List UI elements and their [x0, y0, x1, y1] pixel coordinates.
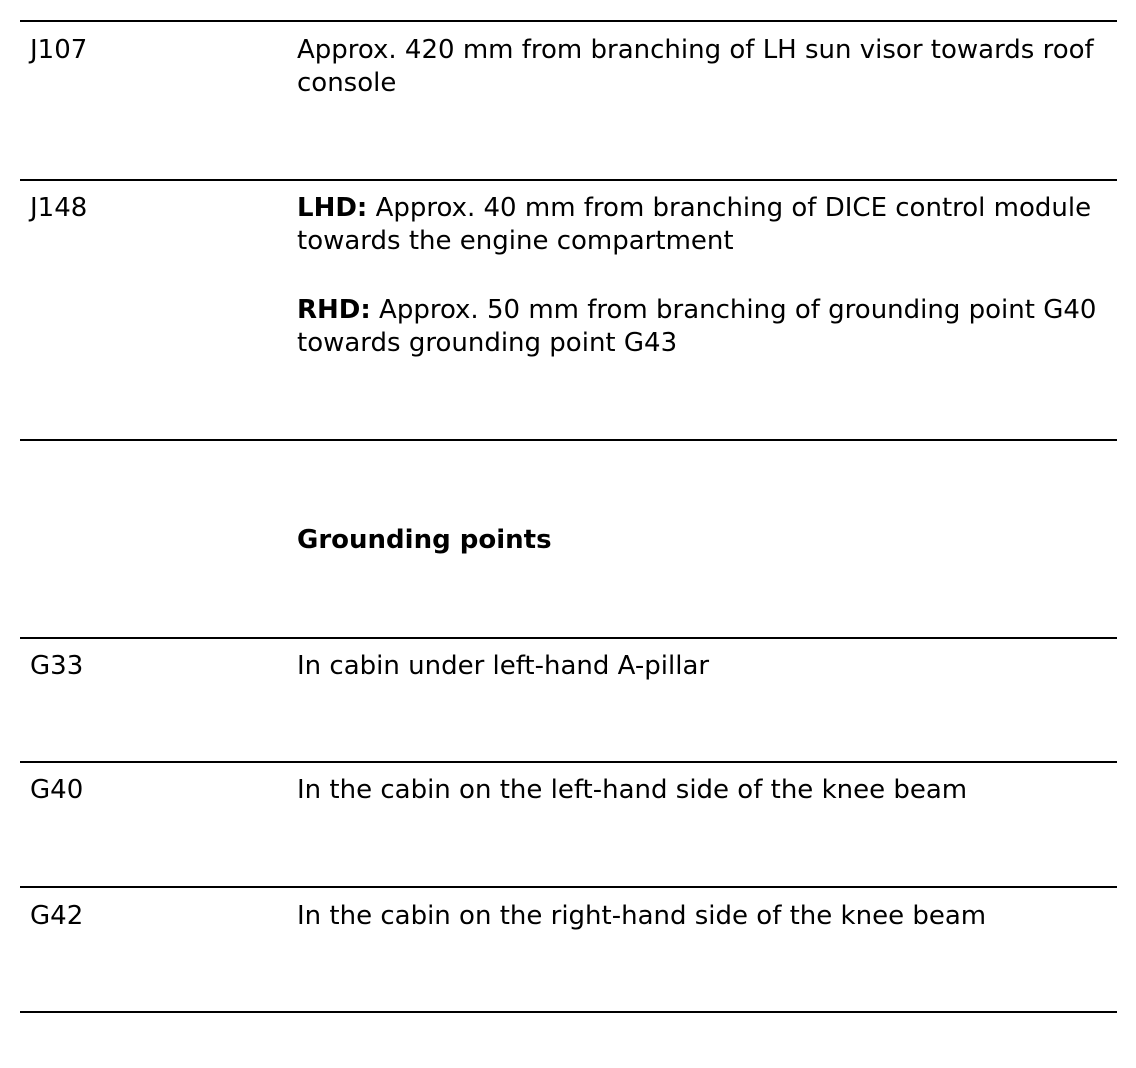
grounding-code: G42	[30, 901, 84, 931]
grounding-description: In the cabin on the left-hand side of the knee beam	[297, 775, 968, 805]
table-rule	[20, 20, 1117, 22]
junction-description	[297, 34, 1112, 100]
table-rule	[20, 886, 1117, 888]
lhd-label: LHD:	[297, 193, 368, 223]
rhd-label: RHD:	[297, 295, 371, 325]
junction-description	[297, 192, 1112, 360]
table-rule	[20, 761, 1117, 763]
table-rule	[20, 637, 1117, 639]
grounding-code: G33	[30, 651, 84, 681]
rhd-text: Approx. 50 mm from branching of grounding point G40 towards grounding point G43	[297, 295, 1097, 358]
junction-code: J107	[30, 35, 88, 65]
grounding-code: G40	[30, 775, 84, 805]
lhd-paragraph	[297, 192, 1112, 258]
rhd-paragraph	[297, 294, 1112, 360]
grounding-description: In the cabin on the right-hand side of the knee beam	[297, 901, 987, 931]
lhd-text: Approx. 40 mm from branching of DICE control module towards the engine compartment	[297, 193, 1092, 256]
junction-code: J148	[30, 193, 88, 223]
table-rule	[20, 439, 1117, 441]
section-heading: Grounding points	[297, 525, 552, 555]
table-rule	[20, 179, 1117, 181]
junction-description-text: Approx. 420 mm from branching of LH sun visor towards roof console	[297, 35, 1094, 98]
table-rule	[20, 1011, 1117, 1013]
grounding-description: In cabin under left-hand A-pillar	[297, 651, 710, 681]
